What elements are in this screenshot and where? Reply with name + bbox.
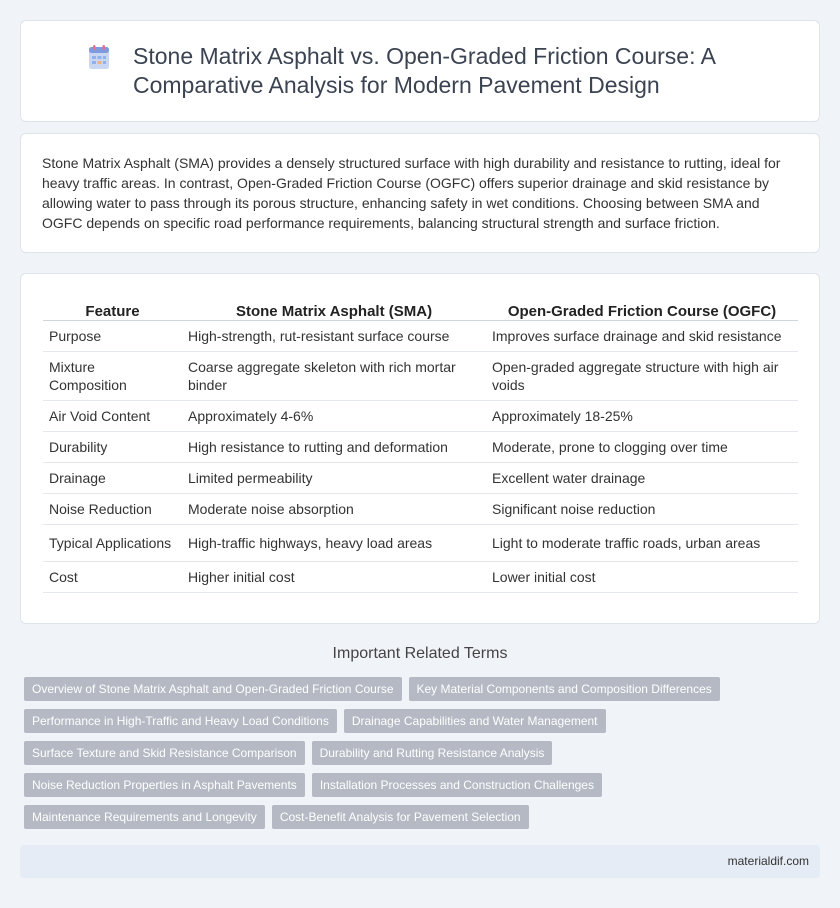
cell-sma: Limited permeability xyxy=(182,462,486,493)
cell-sma: Approximately 4-6% xyxy=(182,400,486,431)
footer xyxy=(20,845,820,878)
cell-ogfc: Significant noise reduction xyxy=(486,493,798,524)
related-terms-heading: Important Related Terms xyxy=(332,645,508,662)
comparison-table xyxy=(43,296,798,593)
table-row xyxy=(43,400,798,431)
header-sma: Stone Matrix Asphalt (SMA) xyxy=(182,296,486,320)
header-feature: Feature xyxy=(43,296,182,320)
footer-site-link[interactable]: materialdif.com xyxy=(727,854,809,868)
title-wrap xyxy=(21,21,819,121)
table-row xyxy=(43,493,798,524)
table-row xyxy=(43,462,798,493)
related-term-link[interactable]: Key Material Components and Composition Differences xyxy=(409,677,720,701)
related-term-link[interactable]: Maintenance Requirements and Longevity xyxy=(24,805,265,829)
cell-sma: Moderate noise absorption xyxy=(182,493,486,524)
cell-sma: High-strength, rut-resistant surface course xyxy=(182,320,486,351)
related-term-link[interactable]: Noise Reduction Properties in Asphalt Pavements xyxy=(24,773,305,797)
document-icon xyxy=(87,44,111,70)
related-term-link[interactable]: Installation Processes and Construction Challenges xyxy=(312,773,602,797)
intro-paragraph: Stone Matrix Asphalt (SMA) provides a densely structured surface with high durability and resistance to rutting, ideal for heavy traffic areas. In contrast, Open-Graded Friction Course (OGFC) offers superior drainage and skid resistance by allowing water to pass through its porous structure, enhancing safety in wet conditions. Choosing between SMA and OGFC depends on specific road performance requirements, balancing structural strength and surface friction. xyxy=(42,155,781,231)
table-row xyxy=(43,561,798,592)
cell-feature: Air Void Content xyxy=(43,400,182,431)
cell-ogfc: Open-graded aggregate structure with high air voids xyxy=(486,351,798,400)
cell-ogfc: Lower initial cost xyxy=(486,561,798,592)
cell-ogfc: Improves surface drainage and skid resistance xyxy=(486,320,798,351)
related-term-link[interactable]: Cost-Benefit Analysis for Pavement Selection xyxy=(272,805,529,829)
related-terms-list xyxy=(24,677,784,837)
cell-sma: High-traffic highways, heavy load areas xyxy=(182,524,486,561)
table-header-row xyxy=(43,296,798,320)
comparison-card xyxy=(20,273,820,624)
cell-feature: Mixture Composition xyxy=(43,351,182,400)
related-term-link[interactable]: Overview of Stone Matrix Asphalt and Open-Graded Friction Course xyxy=(24,677,402,701)
intro-card xyxy=(20,133,820,253)
cell-ogfc: Light to moderate traffic roads, urban areas xyxy=(486,524,798,561)
cell-sma: High resistance to rutting and deformation xyxy=(182,431,486,462)
cell-feature: Drainage xyxy=(43,462,182,493)
cell-ogfc: Approximately 18-25% xyxy=(486,400,798,431)
table-row xyxy=(43,431,798,462)
cell-sma: Higher initial cost xyxy=(182,561,486,592)
cell-feature: Purpose xyxy=(43,320,182,351)
cell-ogfc: Excellent water drainage xyxy=(486,462,798,493)
cell-feature: Cost xyxy=(43,561,182,592)
related-term-link[interactable]: Drainage Capabilities and Water Management xyxy=(344,709,606,733)
cell-sma: Coarse aggregate skeleton with rich mortar binder xyxy=(182,351,486,400)
related-term-link[interactable]: Surface Texture and Skid Resistance Comparison xyxy=(24,741,305,765)
related-term-link[interactable]: Durability and Rutting Resistance Analysis xyxy=(312,741,553,765)
cell-ogfc: Moderate, prone to clogging over time xyxy=(486,431,798,462)
table-row xyxy=(43,351,798,400)
header-ogfc: Open-Graded Friction Course (OGFC) xyxy=(486,296,798,320)
related-term-link[interactable]: Performance in High-Traffic and Heavy Load Conditions xyxy=(24,709,337,733)
table-row xyxy=(43,524,798,561)
cell-feature: Noise Reduction xyxy=(43,493,182,524)
table-row xyxy=(43,320,798,351)
cell-feature: Durability xyxy=(43,431,182,462)
cell-feature: Typical Applications xyxy=(43,524,182,561)
page-title: Stone Matrix Asphalt vs. Open-Graded Friction Course: A Comparative Analysis for Modern Pavement Design xyxy=(133,43,715,98)
title-card xyxy=(20,20,820,122)
